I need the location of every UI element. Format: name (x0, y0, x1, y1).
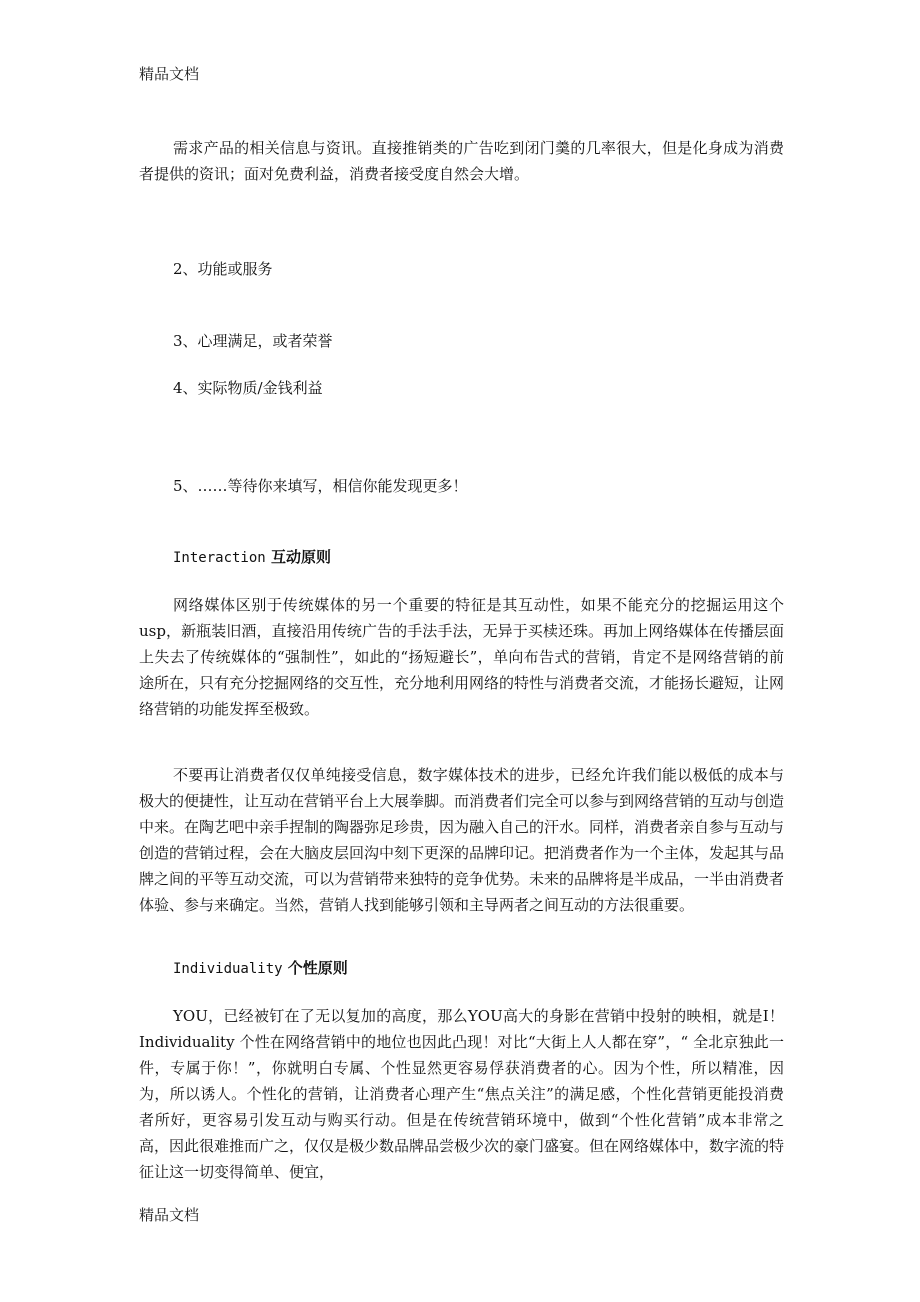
heading-individuality-zh: 个性原则 (282, 959, 348, 977)
list-item-3: 3、心理满足，或者荣誉 (173, 332, 333, 350)
paragraph-individuality: YOU，已经被钉在了无以复加的高度，那么YOU高大的身影在营销中投射的映相，就是I！Individuality 个性在网络营销中的地位也因此凸现！对比“大街上人人都在穿”，“ 全北京独此一件，专属于你！”，你就明白专属、个性显然更容易俘获消费者的心。因为个性，所以精准，因为，所以诱人。个性化的营销，让消费者心理产生“焦点关注”的满足感，个性化营销更能投消费者所好，更容易引发互动与购买行动。但是在传统营销环境中，做到“个性化营销”成本非常之高，因此很难推而广之，仅仅是极少数品牌品尝极少次的豪门盛宴。但在网络媒体中，数字流的特征让这一切变得简单、便宜， (139, 1007, 785, 1181)
paragraph-interaction-2: 不要再让消费者仅仅单纯接受信息，数字媒体技术的进步，已经允许我们能以极低的成本与极大的便捷性，让互动在营销平台上大展拳脚。而消费者们完全可以参与到网络营销的互动与创造中来。在陶艺吧中亲手捏制的陶器弥足珍贵，因为融入自己的汗水。同样，消费者亲自参与互动与创造的营销过程，会在大脑皮层回沟中刻下更深的品牌印记。把消费者作为一个主体，发起其与品牌之间的平等互动交流，可以为营销带来独特的竞争优势。未来的品牌将是半成品，一半由消费者体验、参与来确定。当然，营销人找到能够引领和主导两者之间互动的方法很重要。 (139, 766, 785, 914)
list-item-5: 5、……等待你来填写，相信你能发现更多！ (173, 477, 468, 495)
list-item-4: 4、实际物质/金钱利益 (173, 379, 323, 397)
heading-interaction-zh: 互动原则 (265, 548, 331, 566)
list-item-2: 2、功能或服务 (173, 260, 273, 278)
heading-interaction (173, 546, 331, 569)
heading-individuality-en: Individuality (173, 961, 283, 977)
heading-interaction-en: Interaction (173, 550, 266, 566)
paragraph-interaction: 网络媒体区别于传统媒体的另一个重要的特征是其互动性，如果不能充分的挖掘运用这个usp，新瓶装旧酒，直接沿用传统广告的手法手法，无异于买椟还珠。再加上网络媒体在传播层面上失去了传统媒体的“强制性”，如此的“扬短避长”，单向布告式的营销，肯定不是网络营销的前途所在，只有充分挖掘网络的交互性，充分地利用网络的特性与消费者交流，才能扬长避短，让网络营销的功能发挥至极致。 (139, 596, 785, 718)
page-footer: 精品文档 (139, 1206, 200, 1224)
heading-individuality (173, 957, 348, 980)
paragraph-info: 需求产品的相关信息与资讯。直接推销类的广告吃到闭门羹的几率很大，但是化身成为消费者提供的资讯；面对免费利益，消费者接受度自然会大增。 (139, 139, 784, 183)
page-header: 精品文档 (139, 65, 200, 83)
